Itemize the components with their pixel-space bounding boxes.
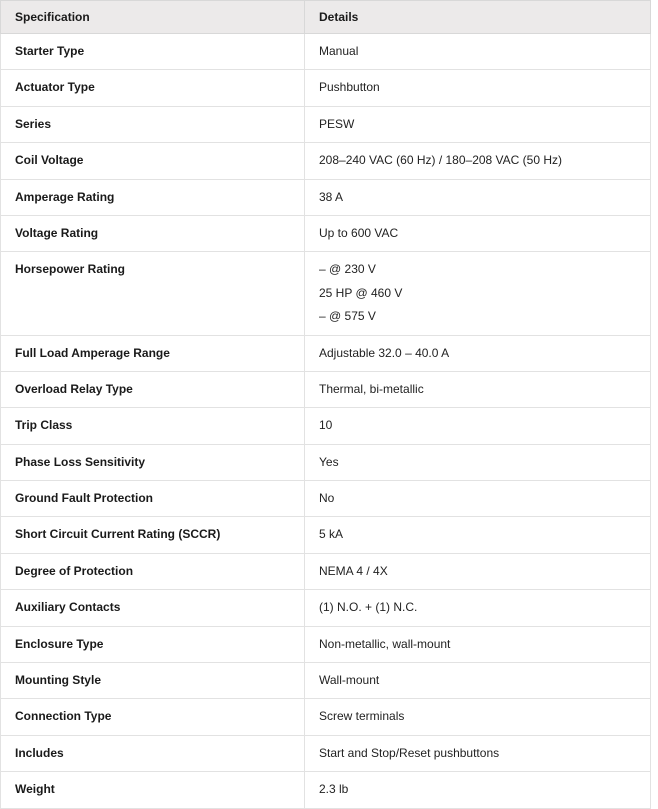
spec-label: Horsepower Rating — [1, 252, 305, 335]
spec-value: Adjustable 32.0 – 40.0 A — [305, 335, 651, 371]
table-row — [1, 481, 651, 517]
spec-label: Amperage Rating — [1, 179, 305, 215]
horsepower-line: – @ 575 V — [319, 309, 376, 324]
spec-value: Start and Stop/Reset pushbuttons — [305, 735, 651, 771]
horsepower-line: 25 HP @ 460 V — [319, 285, 403, 300]
table-row — [1, 699, 651, 735]
column-header-specification: Specification — [1, 1, 305, 34]
spec-value: 2.3 lb — [305, 772, 651, 808]
spec-label: Degree of Protection — [1, 553, 305, 589]
table-header-row — [1, 1, 651, 34]
spec-label: Connection Type — [1, 699, 305, 735]
table-row — [1, 553, 651, 589]
spec-label: Starter Type — [1, 34, 305, 70]
table-row — [1, 517, 651, 553]
table-row — [1, 735, 651, 771]
spec-value: Thermal, bi-metallic — [305, 371, 651, 407]
spec-label: Series — [1, 106, 305, 142]
spec-value: 38 A — [305, 179, 651, 215]
table-row — [1, 663, 651, 699]
spec-label: Mounting Style — [1, 663, 305, 699]
spec-value: 5 kA — [305, 517, 651, 553]
spec-label: Overload Relay Type — [1, 371, 305, 407]
spec-label: Includes — [1, 735, 305, 771]
spec-value: Manual — [305, 34, 651, 70]
spec-value: Wall-mount — [305, 663, 651, 699]
spec-label: Trip Class — [1, 408, 305, 444]
spec-label: Short Circuit Current Rating (SCCR) — [1, 517, 305, 553]
table-body — [1, 34, 651, 809]
spec-value: Up to 600 VAC — [305, 215, 651, 251]
spec-label: Weight — [1, 772, 305, 808]
table-row — [1, 444, 651, 480]
spec-label: Coil Voltage — [1, 143, 305, 179]
table-row — [1, 34, 651, 70]
spec-value: (1) N.O. + (1) N.C. — [305, 590, 651, 626]
table-row — [1, 371, 651, 407]
spec-label: Enclosure Type — [1, 626, 305, 662]
table-row — [1, 179, 651, 215]
spec-value: Non-metallic, wall-mount — [305, 626, 651, 662]
spec-value: 208–240 VAC (60 Hz) / 180–208 VAC (50 Hz) — [305, 143, 651, 179]
column-header-details: Details — [305, 1, 651, 34]
table-row — [1, 626, 651, 662]
spec-label: Auxiliary Contacts — [1, 590, 305, 626]
spec-value: Yes — [305, 444, 651, 480]
table-row — [1, 335, 651, 371]
table-row — [1, 106, 651, 142]
table-row — [1, 143, 651, 179]
table-row — [1, 70, 651, 106]
table-row — [1, 772, 651, 808]
spec-value-horsepower — [305, 252, 651, 335]
spec-value: Screw terminals — [305, 699, 651, 735]
spec-value: PESW — [305, 106, 651, 142]
spec-label: Full Load Amperage Range — [1, 335, 305, 371]
spec-label: Actuator Type — [1, 70, 305, 106]
horsepower-line: – @ 230 V — [319, 262, 376, 277]
spec-label: Phase Loss Sensitivity — [1, 444, 305, 480]
spec-value: Pushbutton — [305, 70, 651, 106]
table-row — [1, 590, 651, 626]
spec-value: NEMA 4 / 4X — [305, 553, 651, 589]
table-row — [1, 408, 651, 444]
spec-value: 10 — [305, 408, 651, 444]
table-header — [1, 1, 651, 34]
table-row — [1, 252, 651, 335]
table-row — [1, 215, 651, 251]
spec-value: No — [305, 481, 651, 517]
spec-label: Voltage Rating — [1, 215, 305, 251]
spec-label: Ground Fault Protection — [1, 481, 305, 517]
